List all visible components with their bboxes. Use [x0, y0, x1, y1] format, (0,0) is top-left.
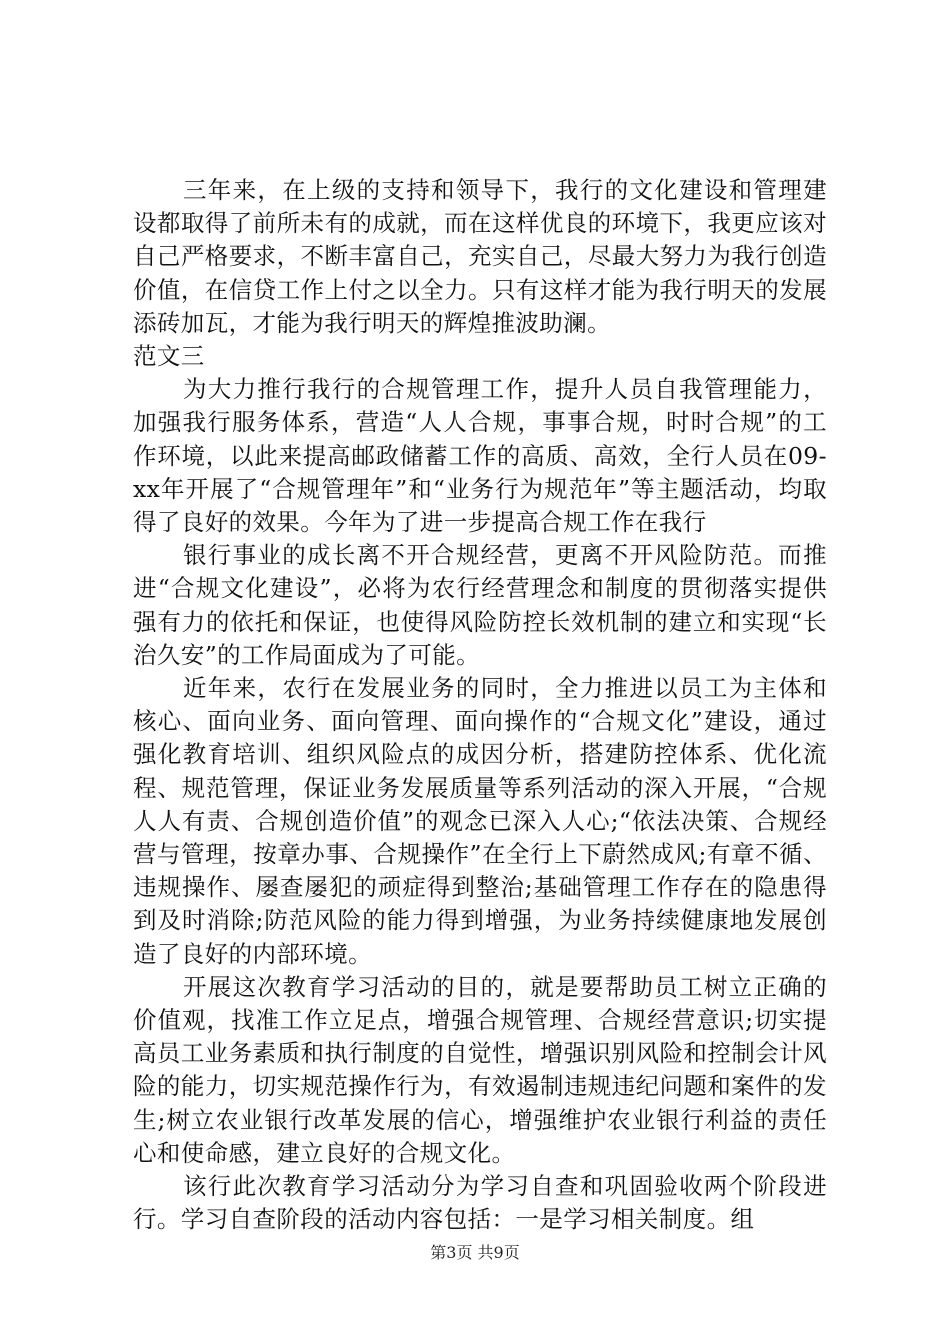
paragraph-2: 为大力推行我行的合规管理工作，提升人员自我管理能力，加强我行服务体系，营造“人人合规，事事合规，时时合规”的工作环境，以此来提高邮政储蓄工作的高质、高效，全行人员在09-xx年开展了“合规管理年”和“业务行为规范年”等主题活动，均取得了良好的效果。今年为了进一步提高合规工作在我行: [133, 375, 827, 537]
paragraph-5: 开展这次教育学习活动的目的，就是要帮助员工树立正确的价值观，找准工作立足点，增强合规管理、合规经营意识;切实提高员工业务素质和执行制度的自觉性，增强识别风险和控制会计风险的能力，切实规范操作行为，有效遏制违规违纪问题和案件的发生;树立农业银行改革发展的信心，增强维护农业银行利益的责任心和使命感，建立良好的合规文化。: [133, 972, 827, 1167]
paragraph-3: 银行事业的成长离不开合规经营，更离不开风险防范。而推进“合规文化建设”，必将为农行经营理念和制度的贯彻落实提供强有力的依托和保证，也使得风险防控长效机制的建立和实现“长治久安”的工作局面成为了可能。: [133, 541, 827, 669]
document-body: [133, 174, 827, 1237]
paragraph-6: 该行此次教育学习活动分为学习自查和巩固验收两个阶段进行。学习自查阶段的活动内容包括：一是学习相关制度。组: [133, 1172, 827, 1234]
paragraph-1: 三年来，在上级的支持和领导下，我行的文化建设和管理建设都取得了前所未有的成就，而在这样优良的环境下，我更应该对自己严格要求，不断丰富自己，充实自己，尽最大努力为我行创造价值，在信贷工作上付之以全力。只有这样才能为我行明天的发展添砖加瓦，才能为我行明天的辉煌推波助澜。: [133, 176, 827, 337]
section-heading-fanwen-san: 范文三: [133, 342, 205, 371]
paragraph-4: 近年来，农行在发展业务的同时，全力推进以员工为主体和核心、面向业务、面向管理、面向操作的“合规文化”建设，通过强化教育培训、组织风险点的成因分析，搭建防控体系、优化流程、规范管理，保证业务发展质量等系列活动的深入开展，“合规人人有责、合规创造价值”的观念已深入人心;“依法决策、合规经营与管理，按章办事、合规操作”在全行上下蔚然成风;有章不循、违规操作、屡查屡犯的顽症得到整治;基础管理工作存在的隐患得到及时消除;防范风险的能力得到增强，为业务持续健康地发展创造了良好的内部环境。: [133, 674, 827, 968]
page-number-footer: 第3页 共9页: [430, 1243, 520, 1262]
